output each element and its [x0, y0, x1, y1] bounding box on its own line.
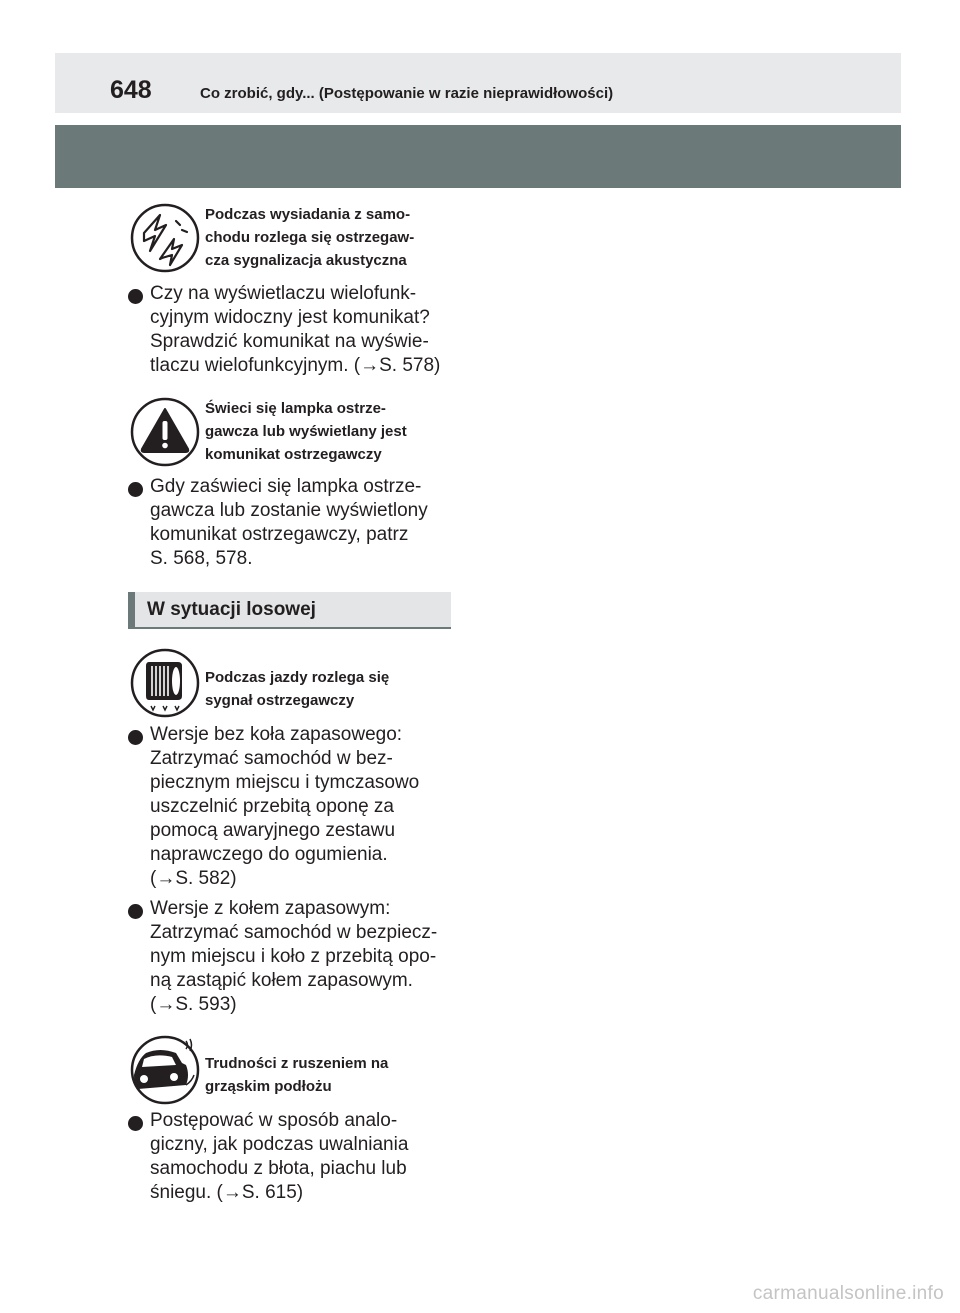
car-stuck-icon: [130, 1035, 200, 1105]
bullet-icon: [128, 904, 143, 919]
warning-title: Podczas wysiadania z samo- chodu rozlega się ostrzegaw- cza sygnalizacja akustyczna: [205, 206, 415, 269]
watermark: carmanualsonline.info: [752, 1283, 944, 1304]
section-heading: W sytuacji losowej: [128, 592, 451, 629]
bullet-text: Czy na wyświetlaczu wielofunk- cyjnym widoczny jest komunikat? Sprawdzić komunikat na wyświe- tlaczu wielofunkcyjnym. (→S. 578): [150, 283, 441, 376]
bullet-text: Postępować w sposób analo- giczny, jak podczas uwalniania samochodu z błota, piachu lub śniegu. (→S. 615): [150, 1110, 409, 1203]
warning-title: Podczas jazdy rozlega się sygnał ostrzegawczy: [205, 669, 390, 709]
bullet-text: Gdy zaświeci się lampka ostrze- gawcza lub zostanie wyświetlony komunikat ostrzegawczy, patrz S. 568, 578.: [150, 476, 428, 569]
bullet-icon: [128, 1116, 143, 1131]
section-band: [55, 125, 901, 188]
bullet-text: Wersje bez koła zapasowego: Zatrzymać samochód w bez- piecznym miejscu i tymczasowo uszczelnić przebitą oponę za pomocą awaryjnego zestawu naprawczego do ogumienia. (→S. 582): [150, 724, 420, 889]
header-bar: [55, 53, 901, 113]
warning-title: Trudności z ruszeniem na grząskim podłożu: [205, 1055, 389, 1095]
chapter-title: Co zrobić, gdy... (Postępowanie w razie nieprawidłowości): [200, 85, 614, 102]
bullet-icon: [128, 289, 143, 304]
bullet-text: Wersje z kołem zapasowym: Zatrzymać samochód w bezpiecz- nym miejscu i koło z przebitą opo- ną zastąpić kołem zapasowym. (→S. 593): [150, 898, 438, 1015]
warning-title: Świeci się lampka ostrze- gawcza lub wyświetlany jest komunikat ostrzegawczy: [205, 400, 407, 463]
flat-tire-icon: [130, 648, 200, 718]
bullet-icon: [128, 482, 143, 497]
warning-triangle-icon: [130, 397, 200, 467]
page-number: 648: [110, 76, 152, 104]
buzzer-icon: [130, 203, 200, 273]
bullet-icon: [128, 730, 143, 745]
